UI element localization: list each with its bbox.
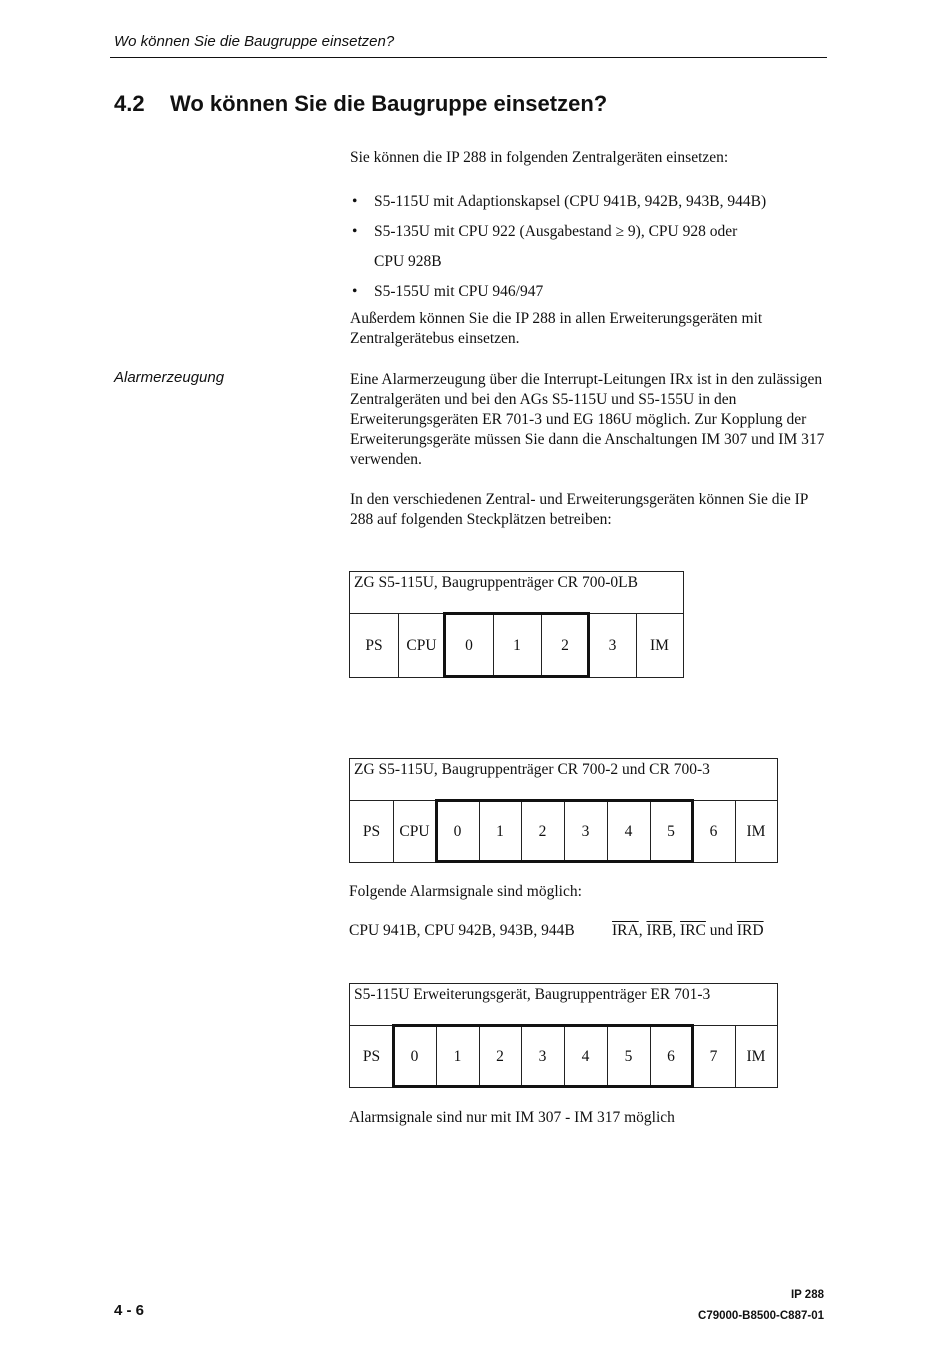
bullet-list [350, 187, 820, 307]
slot-cell: 0 [453, 822, 462, 840]
slot-cell: 2 [538, 822, 547, 840]
slot-cell: 3 [581, 822, 590, 840]
side-label: Alarmerzeugung [114, 369, 225, 386]
slot-cell: 3 [608, 636, 617, 654]
slot-cell: 1 [513, 636, 521, 654]
slot-cell: IM [650, 636, 669, 654]
slot-divider [735, 801, 736, 862]
signal-irb: $\overline{IRB}$ [646, 922, 673, 939]
slots-intro-text: In den verschiedenen Zentral- und Erweiterungsgeräten können Sie die IP 288 auf folgenden Steckplätzen betreiben: [350, 491, 808, 528]
section-number: 4.2 [114, 91, 145, 116]
rack-title: ZG S5-115U, Baugruppenträger CR 700-2 und CR 700-3 [354, 761, 710, 778]
page-number: 4 - 6 [114, 1302, 145, 1319]
rack-diagram-er701-3 [349, 983, 778, 1088]
rack-title: ZG S5-115U, Baugruppenträger CR 700-0LB [354, 574, 638, 591]
list-item: • S5-115U mit Adaptionskapsel (CPU 941B, 942B, 943B, 944B) [350, 187, 820, 217]
slot-cell: 2 [496, 1047, 504, 1065]
slot-cell: IM [746, 822, 766, 840]
slot-cell: CPU [406, 636, 437, 654]
alarm-signals-intro: Folgende Alarmsignale sind möglich: [349, 883, 582, 900]
allowed-slots-frame [435, 799, 694, 863]
signal-ira: $\overline{IRA}$ [612, 922, 639, 939]
slot-cell: 5 [667, 822, 675, 840]
slot-divider [393, 801, 394, 862]
slot-cell: 4 [624, 822, 633, 840]
slot-cell: 1 [453, 1047, 462, 1065]
slot-cell: 3 [538, 1047, 547, 1065]
slot-cell: 1 [496, 822, 504, 840]
slot-cell: 2 [561, 636, 569, 654]
intro-text: Sie können die IP 288 in folgenden Zentralgeräten einsetzen: [350, 149, 729, 166]
slot-cell: 0 [465, 636, 473, 654]
slot-divider [398, 614, 399, 677]
signal-ird: $\overline{IRD}$ [736, 922, 764, 939]
list-item: • S5-155U mit CPU 946/947 [350, 277, 820, 307]
section-heading [114, 91, 607, 117]
document-number: C79000-B8500-C887-01 [698, 1310, 824, 1322]
header-rule [110, 57, 827, 58]
footnote: Alarmsignale sind nur mit IM 307 - IM 317 möglich [349, 1109, 675, 1126]
rack-title: S5-115U Erweiterungsgerät, Baugruppenträger ER 701-3 [354, 986, 711, 1003]
rack-diagram-cr700-2-3 [349, 758, 778, 863]
document-id [698, 1285, 824, 1327]
slot-cell: 4 [581, 1047, 590, 1065]
section-title: Wo können Sie die Baugruppe einsetzen? [170, 91, 608, 116]
list-item-continuation: CPU 928B [374, 253, 442, 270]
slot-cell: CPU [399, 822, 430, 840]
rack-diagram-cr700-0lb [349, 571, 684, 678]
running-header: Wo können Sie die Baugruppe einsetzen? [114, 33, 395, 50]
signal-irc: $\overline{IRC}$ [680, 922, 706, 939]
alarm-signal-list: $\overline{IRA}$, $\overline{IRB}$, $\overline{IRC}$ und $\overline{IRD}$ [612, 922, 764, 939]
product-name: IP 288 [790, 1289, 824, 1301]
slot-cell: PS [365, 636, 383, 654]
signal-conjunction: und [709, 922, 734, 939]
slot-cell: IM [746, 1047, 766, 1065]
allowed-slots-frame [443, 612, 590, 678]
expansion-unit-text: Außerdem können Sie die IP 288 in allen Erweiterungsgeräten mit Zentralgerätebus einsetzen. [350, 310, 763, 347]
slot-cell: PS [362, 1047, 381, 1065]
list-item: • S5-135U mit CPU 922 (Ausgabestand ≥ 9), CPU 928 oder CPU 928B [350, 217, 820, 277]
alarm-paragraph: Eine Alarmerzeugung über die Interrupt-Leitungen IRx ist in den zulässigen Zentralgeräten und bei den AGs S5-115U und S5-155U in den Erweiterungsgeräten ER 701-3 und EG 186U möglich. Zur Kopplung der Erweiterungsgeräte müssen Sie dann die Anschaltungen IM 307 und IM 317 verwenden. [350, 371, 825, 468]
cpu-list: CPU 941B, CPU 942B, 943B, 944B [349, 922, 575, 939]
slot-cell: 7 [709, 1047, 718, 1065]
slot-divider [636, 614, 637, 677]
slot-cell: 5 [624, 1047, 633, 1065]
slot-cell: 6 [667, 1047, 675, 1065]
slot-cell: PS [362, 822, 381, 840]
slot-cell: 6 [709, 822, 718, 840]
slot-divider [735, 1026, 736, 1087]
slot-cell: 0 [410, 1047, 419, 1065]
allowed-slots-frame [392, 1024, 694, 1088]
